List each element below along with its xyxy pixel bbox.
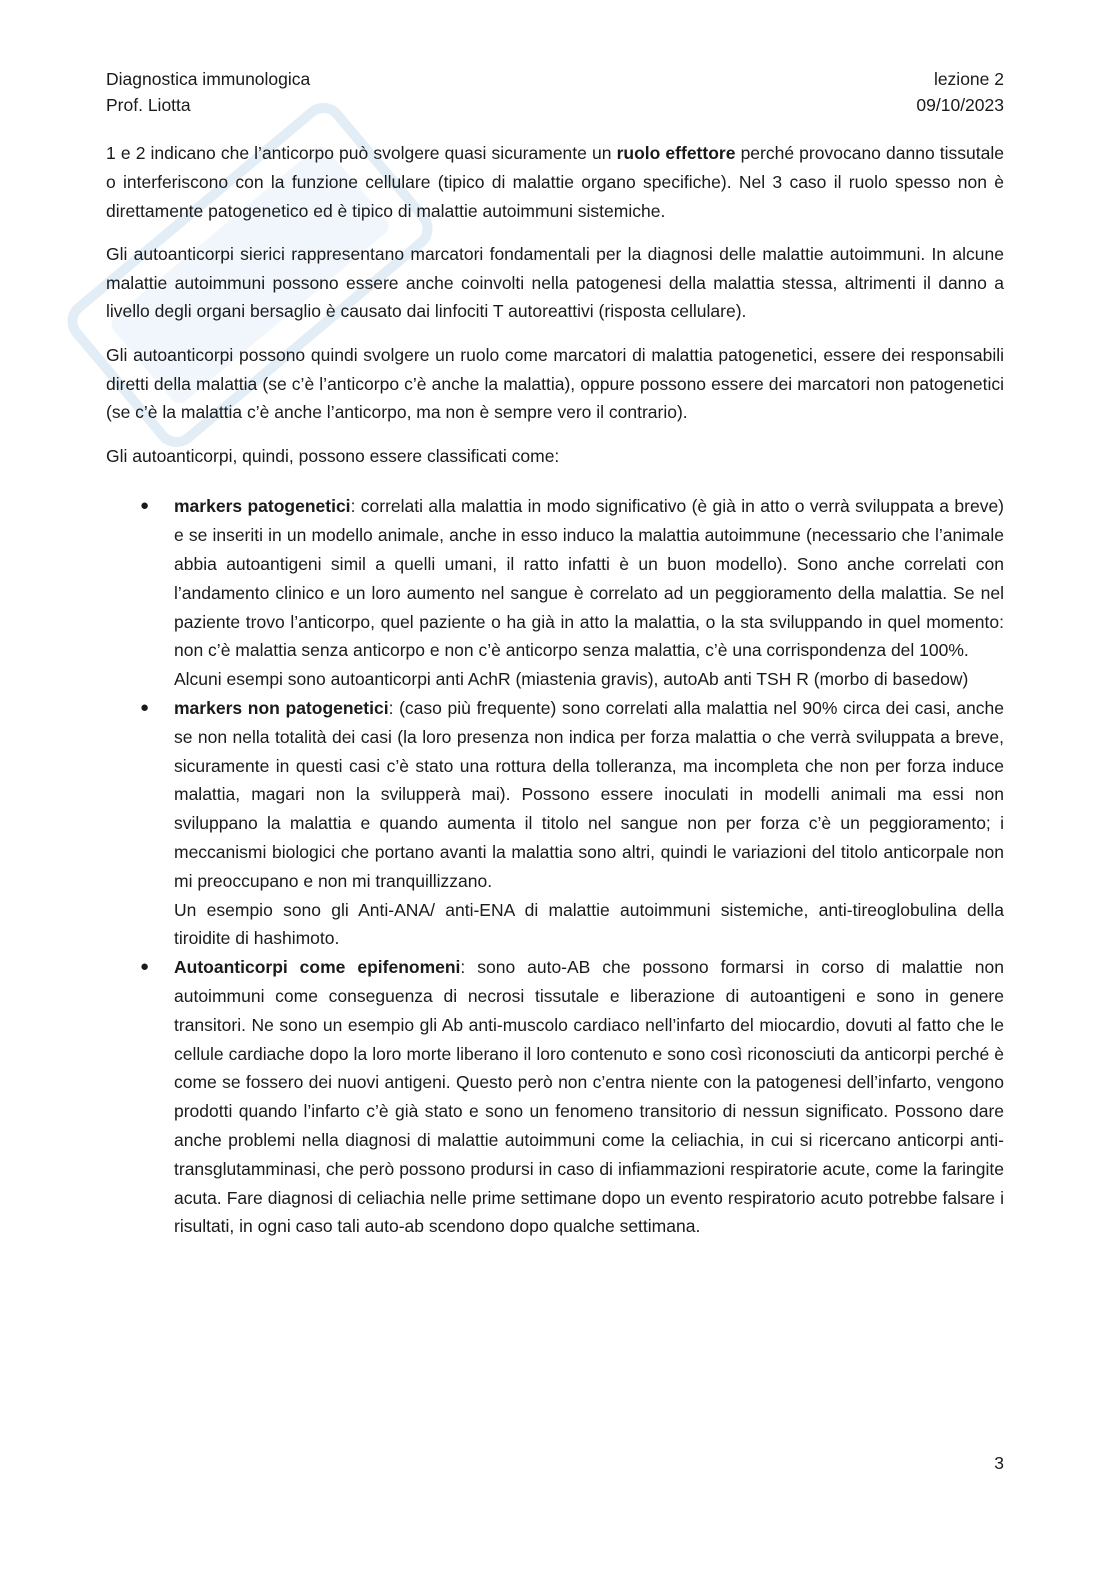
bold-term: ruolo effettore bbox=[616, 143, 736, 163]
paragraph-text: 1 e 2 indicano che l’anticorpo può svolgere quasi sicuramente un bbox=[106, 143, 617, 163]
bullet-icon: ● bbox=[140, 958, 150, 976]
list-item-title: Autoanticorpi come epifenomeni bbox=[174, 957, 461, 978]
paragraph: Gli autoanticorpi possono quindi svolgere un ruolo come marcatori di malattia patogenetici, essere dei responsabili diretti della malattia (se c’è l’anticorpo c’è anche la malattia), oppure possono essere dei marcatori non patogenetici (se c’è la malattia c’è anche l’anticorpo, ma non è sempre vero il contrario). bbox=[106, 344, 1004, 423]
paragraph: Gli autoanticorpi sierici rappresentano marcatori fondamentali per la diagnosi delle malattie autoimmuni. In alcune malattie autoimmuni possono essere anche coinvolti nella patogenesi della malattia stessa, altrimenti il danno a livello degli organi bersaglio è causato dai linfociti T autoreattivi (risposta cellulare). bbox=[106, 243, 1004, 322]
course-title: Diagnostica immunologica bbox=[106, 69, 311, 89]
list-item-example: Alcuni esempi sono autoanticorpi anti AchR (miastenia gravis), autoAb anti TSH R (morbo di basedow) bbox=[174, 669, 969, 690]
list-item-title: markers patogenetici bbox=[174, 496, 351, 517]
paragraph: Gli autoanticorpi, quindi, possono essere classificati come: bbox=[106, 445, 560, 466]
header-left bbox=[106, 66, 310, 118]
list-item-text: : correlati alla malattia in modo significativo (è già in atto o verrà sviluppata a breve) e se inseriti in un modello animale, anche in esso induco la malattia autoimmune (necessario che l’animale abbia autoantigeni simil a quelli umani, il ratto infatti è un buon modello). Sono anche correlati con l’andamento clinico e un loro aumento nel sangue è correlato ad un peggioramento della malattia. Se nel paziente trovo l’anticorpo, quel paziente o ha già in atto la malattia, o la sta sviluppando in quel momento: non c’è malattia senza anticorpo e non c’è anticorpo senza malattia, c’è una corrispondenza del 100%. bbox=[174, 496, 1005, 661]
bullet-icon: ● bbox=[140, 497, 150, 515]
list-item-title: markers non patogenetici bbox=[174, 698, 389, 719]
paragraph bbox=[106, 139, 1004, 225]
lesson-date: 09/10/2023 bbox=[916, 95, 1004, 115]
list-item-text: : sono auto-AB che possono formarsi in corso di malattie non autoimmuni come conseguenza di necrosi tissutale e liberazione di autoantigeni e sono in genere transitori. Ne sono un esempio gli Ab anti-muscolo cardiaco nell’infarto del miocardio, dovuti al fatto che le cellule cardiache dopo la loro morte liberano il loro contenuto e sono così riconosciuti da anticorpi perché è come se fossero dei nuovi antigeni. Questo però non c’entra niente con la patogenesi dell’infarto, vengono prodotti quando l’infarto c’è già stato e sono un fenomeno transitorio di nessun significato. Possono dare anche problemi nella diagnosi di malattie autoimmuni come la celiachia, in cui si ricercano anticorpi anti-transglutamminasi, che però possono prodursi in caso di infiammazioni respiratorie acute, come la faringite acuta. Fare diagnosi di celiachia nelle prime settimane dopo un evento respiratorio acuto potrebbe falsare i risultati, in ogni caso tali auto-ab scendono dopo qualche settimana. bbox=[174, 957, 1005, 1237]
page-number: 3 bbox=[994, 1453, 1004, 1473]
list-item bbox=[106, 694, 1004, 953]
lesson-label: lezione 2 bbox=[933, 69, 1004, 89]
professor-name: Prof. Liotta bbox=[106, 95, 191, 115]
list-item-example: Un esempio sono gli Anti-ANA/ anti-ENA di malattie autoimmuni sistemiche, anti-tireoglobulina della tiroidite di hashimoto. bbox=[174, 899, 1004, 949]
list-item bbox=[106, 492, 1004, 694]
classification-list bbox=[106, 492, 1004, 1241]
list-item bbox=[106, 953, 1004, 1241]
paragraph-text: perché provocano danno tissutale o interferiscono con la funzione cellulare (tipico di malattie organo specifiche). Nel 3 caso il ruolo spesso non è direttamente patogenetico ed è tipico di malattie autoimmuni sistemiche. bbox=[106, 143, 1004, 221]
list-item-text: : (caso più frequente) sono correlati alla malattia nel 90% circa dei casi, anche se non nella totalità dei casi (la loro presenza non indica per forza malattia o che verrà sviluppata a breve, sicuramente in questi casi c’è stato una rottura della tolleranza, ma incompleta che non per forza induce malattia, magari non la svilupperà mai). Possono essere inoculati in modelli animali ma essi non sviluppano la malattia e quando aumenta il titolo nel sangue non per forza c’è un peggioramento; i meccanismi biologici che portano avanti la malattia sono altri, quindi le variazioni del titolo anticorpale non mi preoccupano e non mi tranquillizzano. bbox=[174, 698, 1004, 891]
document-body bbox=[106, 139, 1004, 1241]
bullet-icon: ● bbox=[140, 699, 150, 717]
header-right bbox=[916, 66, 1004, 118]
